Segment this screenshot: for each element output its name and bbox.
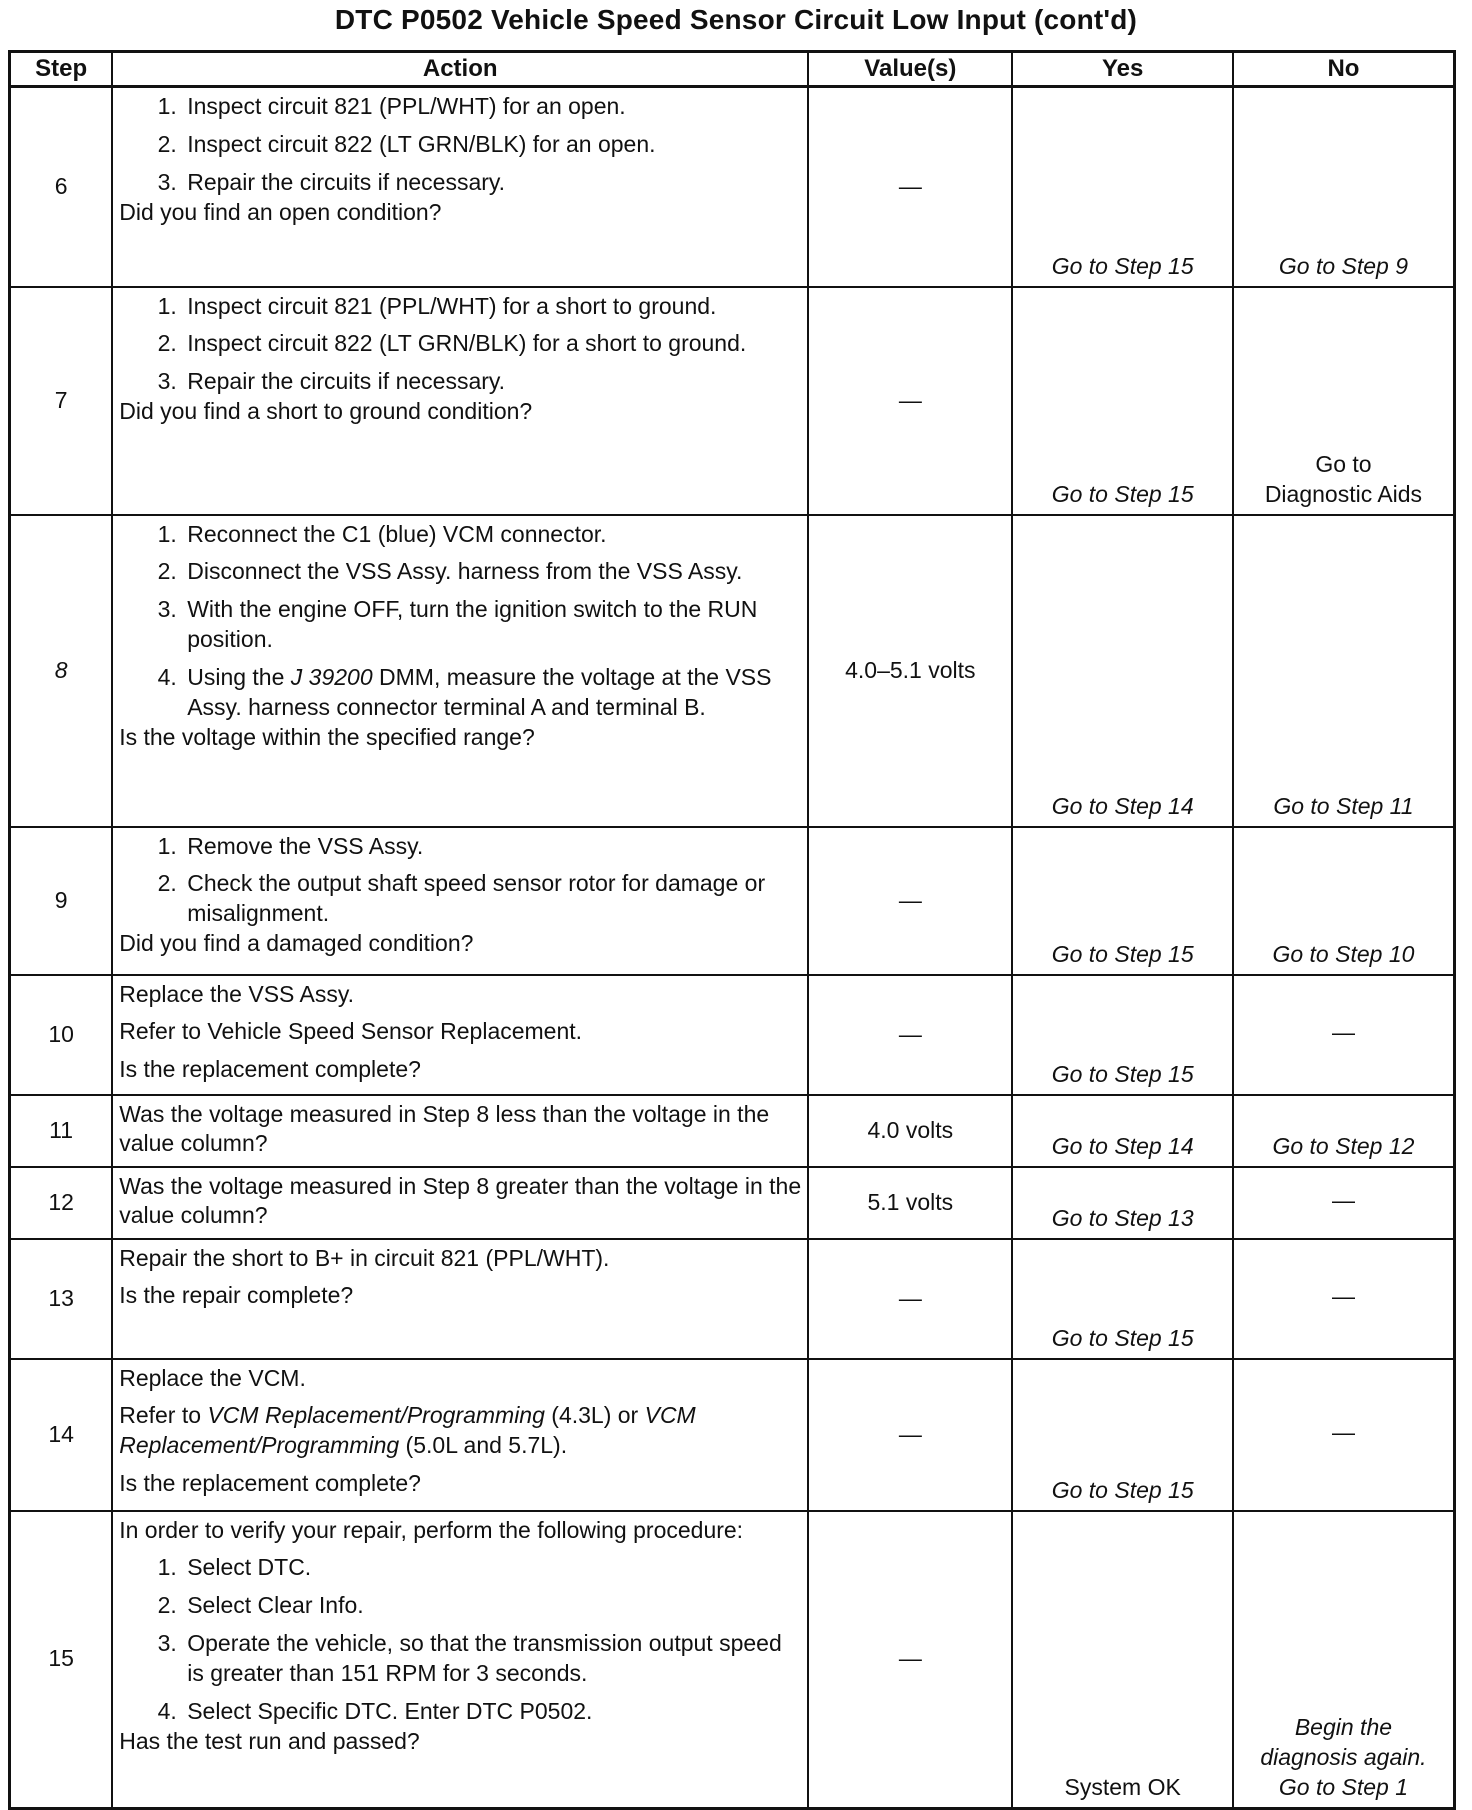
action-cell (112, 975, 808, 1095)
value-cell (808, 1359, 1012, 1511)
action-step: 3. Operate the vehicle, so that the transmission output speed is greater than 151 RPM for 3 seconds. (183, 1629, 801, 1689)
value-cell (808, 1239, 1012, 1359)
no-cell: — (1233, 975, 1455, 1095)
step-number: 12 (10, 1167, 113, 1239)
action-question: Is the replacement complete? (119, 1470, 421, 1497)
value-text: — (898, 1284, 922, 1311)
action-step: 1. Select DTC. (183, 1553, 801, 1583)
table-row (10, 1511, 1455, 1809)
value-text: 5.1 volts (867, 1188, 954, 1215)
table-row (10, 87, 1455, 287)
column-header-values: Value(s) (808, 52, 1012, 87)
action-question: Did you find a damaged condition? (119, 930, 474, 957)
no-cell: — (1233, 1167, 1455, 1239)
value-text: — (898, 172, 922, 199)
action-cell (112, 827, 808, 975)
action-steps (119, 520, 801, 723)
action-steps (119, 1553, 801, 1726)
value-text: 4.0–5.1 volts (845, 656, 976, 683)
ref-text: (5.0L and 5.7L). (399, 1432, 568, 1459)
value-text: — (898, 386, 922, 413)
no-line: Diagnostic Aids (1264, 480, 1423, 507)
action-step-text: DMM, measure the voltage at the VSS Assy. harness connector terminal A and terminal B. (187, 664, 772, 720)
action-step: 3. Repair the circuits if necessary. (183, 367, 801, 397)
action-line: Replace the VSS Assy. (119, 980, 355, 1007)
action-step-text: Using the (187, 664, 291, 691)
action-step: 1. Reconnect the C1 (blue) VCM connector. (183, 520, 801, 550)
value-cell (808, 87, 1012, 287)
action-question: Is the voltage within the specified range? (119, 723, 535, 750)
action-steps (119, 292, 801, 398)
action-question: Is the repair complete? (119, 1282, 354, 1309)
column-header-action: Action (112, 52, 808, 87)
action-line: Refer to Vehicle Speed Sensor Replacement. (119, 1018, 583, 1045)
no-line: diagnosis again. (1260, 1744, 1427, 1771)
yes-cell: Go to Step 15 (1012, 827, 1232, 975)
action-steps (119, 92, 801, 198)
step-number: 11 (10, 1095, 113, 1167)
yes-cell: Go to Step 15 (1012, 1359, 1232, 1511)
action-step: 2. Inspect circuit 822 (LT GRN/BLK) for an open. (183, 130, 801, 160)
action-cell (112, 515, 808, 827)
action-step: 2. Disconnect the VSS Assy. harness from the VSS Assy. (183, 557, 801, 587)
yes-cell: Go to Step 14 (1012, 1095, 1232, 1167)
column-header-yes: Yes (1012, 52, 1232, 87)
step-number: 9 (10, 827, 113, 975)
action-step: 3. Repair the circuits if necessary. (183, 168, 801, 198)
diagnostic-table (8, 50, 1456, 1810)
action-cell (112, 287, 808, 515)
action-question: Was the voltage measured in Step 8 less than the voltage in the value column? (119, 1100, 770, 1157)
action-step: 1. Inspect circuit 821 (PPL/WHT) for a short to ground. (183, 292, 801, 322)
value-cell (808, 287, 1012, 515)
action-step: 1. Remove the VSS Assy. (183, 832, 801, 862)
action-question: Did you find a short to ground condition? (119, 398, 533, 425)
no-line: Begin the (1294, 1714, 1393, 1741)
doc-reference: VCM Replacement/Programming (207, 1402, 545, 1429)
action-cell (112, 1167, 808, 1239)
table-row (10, 1239, 1455, 1359)
step-number: 14 (10, 1359, 113, 1511)
page-title: DTC P0502 Vehicle Speed Sensor Circuit Low Input (cont'd) (334, 4, 1138, 35)
yes-cell: Go to Step 15 (1012, 87, 1232, 287)
action-step: 4. Select Specific DTC. Enter DTC P0502. (183, 1697, 801, 1727)
step-number: 10 (10, 975, 113, 1095)
value-cell (808, 827, 1012, 975)
action-cell (112, 1239, 808, 1359)
value-text: — (898, 1420, 922, 1447)
no-cell (1233, 1511, 1455, 1809)
action-cell (112, 1359, 808, 1511)
action-cell (112, 87, 808, 287)
yes-cell: Go to Step 13 (1012, 1167, 1232, 1239)
no-cell (1233, 287, 1455, 515)
yes-cell: Go to Step 15 (1012, 975, 1232, 1095)
action-cell (112, 1095, 808, 1167)
action-step: 1. Inspect circuit 821 (PPL/WHT) for an open. (183, 92, 801, 122)
table-row (10, 827, 1455, 975)
table-row (10, 1359, 1455, 1511)
no-cell: — (1233, 1239, 1455, 1359)
table-header-row (10, 52, 1455, 87)
action-question: Has the test run and passed? (119, 1727, 420, 1754)
action-steps (119, 832, 801, 930)
no-cell: Go to Step 10 (1233, 827, 1455, 975)
action-cell (112, 1511, 808, 1809)
table-row (10, 1095, 1455, 1167)
no-cell: — (1233, 1359, 1455, 1511)
doc-reference: VCM Replacement/Programming (119, 1402, 696, 1459)
step-number: 15 (10, 1511, 113, 1809)
value-text: — (898, 886, 922, 913)
action-question: Did you find an open condition? (119, 198, 442, 225)
table-row (10, 1167, 1455, 1239)
table-row (10, 515, 1455, 827)
step-number: 13 (10, 1239, 113, 1359)
value-text: — (898, 1020, 922, 1047)
action-line (119, 1401, 801, 1461)
column-header-no: No (1233, 52, 1455, 87)
action-step: 2. Select Clear Info. (183, 1591, 801, 1621)
value-text: 4.0 volts (867, 1116, 954, 1143)
action-line: Repair the short to B+ in circuit 821 (PPL/WHT). (119, 1244, 610, 1271)
action-step: 3. With the engine OFF, turn the ignition switch to the RUN position. (183, 595, 801, 655)
value-cell (808, 1095, 1012, 1167)
table-row (10, 975, 1455, 1095)
tool-reference: J 39200 (290, 664, 373, 691)
step-number: 7 (10, 287, 113, 515)
ref-text: Refer to (119, 1402, 208, 1429)
no-line: Go to (1315, 450, 1372, 477)
yes-cell: Go to Step 14 (1012, 515, 1232, 827)
action-line: In order to verify your repair, perform the following procedure: (119, 1516, 744, 1543)
value-cell (808, 1511, 1012, 1809)
value-cell (808, 975, 1012, 1095)
action-question: Was the voltage measured in Step 8 greater than the voltage in the value column? (119, 1172, 802, 1229)
step-number: 6 (10, 87, 113, 287)
value-text: — (898, 1645, 922, 1672)
yes-cell: Go to Step 15 (1012, 1239, 1232, 1359)
action-step: 2. Inspect circuit 822 (LT GRN/BLK) for a short to ground. (183, 329, 801, 359)
table-row (10, 287, 1455, 515)
action-question: Is the replacement complete? (119, 1056, 421, 1083)
ref-text: (4.3L) or (544, 1402, 645, 1429)
action-step (183, 663, 801, 723)
no-line: Go to Step 1 (1278, 1774, 1409, 1801)
action-step: 2. Check the output shaft speed sensor rotor for damage or misalignment. (183, 869, 801, 929)
yes-cell: Go to Step 15 (1012, 287, 1232, 515)
yes-cell: System OK (1012, 1511, 1232, 1809)
column-header-step: Step (10, 52, 113, 87)
no-cell: Go to Step 12 (1233, 1095, 1455, 1167)
action-line: Replace the VCM. (119, 1364, 306, 1391)
value-cell (808, 1167, 1012, 1239)
value-cell (808, 515, 1012, 827)
no-cell: Go to Step 11 (1233, 515, 1455, 827)
step-number: 8 (10, 515, 113, 827)
no-cell: Go to Step 9 (1233, 87, 1455, 287)
